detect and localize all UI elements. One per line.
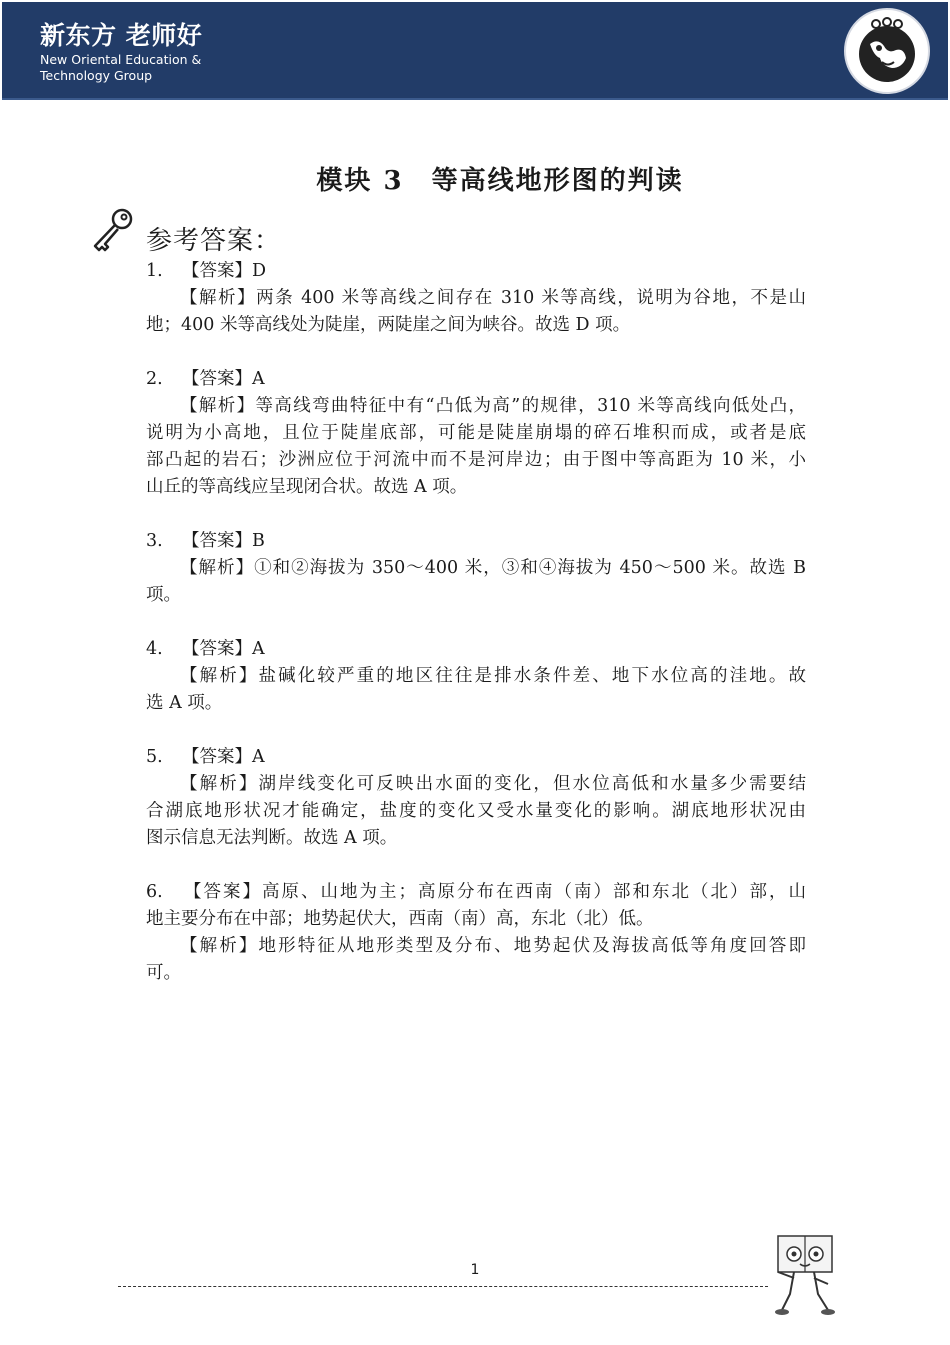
answer-value: B	[252, 531, 265, 551]
analysis-text: 说明为小高地，且位于陡崖底部，可能是陡崖崩塌的碎石堆积而成，或者是底	[146, 423, 806, 443]
answer-item-4	[146, 636, 806, 717]
answer-tag: 【答案】	[182, 882, 262, 902]
brand-logo-icon	[844, 8, 930, 94]
analysis-text: ①和②海拔为 350～400 米，③和④海拔为 450～500 米。故选 B	[254, 558, 807, 578]
answer-tag: 【答案】	[182, 369, 252, 389]
answer-tag: 【答案】	[182, 747, 252, 767]
item-number: 5.	[146, 747, 163, 767]
analysis-text: 地；400 米等高线处为陡崖，两陡崖之间为峡谷。故选 D 项。	[146, 315, 631, 335]
analysis-text: 湖岸线变化可反映出水面的变化，但水位高低和水量多少需要结	[258, 774, 807, 794]
item-number: 3.	[146, 531, 163, 551]
analysis-text: 两条 400 米等高线之间存在 310 米等高线，说明为谷地，不是山	[256, 288, 806, 308]
item-number: 2.	[146, 369, 163, 389]
item-number: 6.	[146, 882, 163, 902]
answer-value: D	[252, 261, 267, 281]
analysis-text: 部凸起的岩石；沙洲应位于河流中而不是河岸边；由于图中等高距为 10 米，小	[146, 450, 806, 470]
analysis-text: 地形特征从地形类型及分布、地势起伏及海拔高低等角度回答即	[258, 936, 807, 956]
analysis-tag: 【解析】	[180, 666, 259, 686]
answer-value: 地主要分布在中部；地势起伏大，西南（南）高，东北（北）低。	[146, 909, 654, 929]
answer-item-6	[146, 879, 806, 987]
analysis-text: 项。	[146, 585, 181, 605]
footer-divider	[118, 1286, 768, 1287]
answer-tag: 【答案】	[182, 639, 252, 659]
analysis-tag: 【解析】	[180, 558, 255, 578]
item-number: 4.	[146, 639, 163, 659]
answer-value: A	[252, 747, 265, 767]
answer-item-3	[146, 528, 806, 609]
answer-tag: 【答案】	[182, 261, 252, 281]
analysis-text: 山丘的等高线应呈现闭合状。故选 A 项。	[146, 477, 468, 497]
answer-value: A	[252, 369, 265, 389]
analysis-text: 图示信息无法判断。故选 A 项。	[146, 828, 398, 848]
page-header	[2, 2, 948, 100]
analysis-text: 等高线弯曲特征中有“凸低为高”的规律，310 米等高线向低处凸，	[255, 396, 807, 416]
brand-en-line2: Technology Group	[40, 68, 153, 83]
answer-item-2	[146, 366, 806, 501]
item-number: 1.	[146, 261, 163, 281]
answer-value: 高原、山地为主；高原分布在西南（南）部和东北（北）部，山	[262, 882, 806, 902]
brand-name-cn: 新东方 老师好	[40, 21, 203, 50]
analysis-tag: 【解析】	[180, 774, 259, 794]
brand-name-en	[40, 52, 240, 84]
page-number: 1	[470, 1262, 480, 1278]
analysis-text: 合湖底地形状况才能确定，盐度的变化又受水量变化的影响。湖底地形状况由	[146, 801, 806, 821]
answer-value: A	[252, 639, 265, 659]
answer-tag: 【答案】	[182, 531, 252, 551]
brand-en-line1: New Oriental Education &	[40, 52, 202, 67]
key-icon	[90, 206, 136, 260]
analysis-tag: 【解析】	[180, 396, 256, 416]
page-title: 模块 3 等高线地形图的判读	[316, 166, 684, 196]
answer-item-5	[146, 744, 806, 852]
answer-item-1	[146, 258, 806, 339]
answers-list	[146, 258, 806, 1014]
analysis-tag: 【解析】	[180, 936, 259, 956]
answers-heading: 参考答案：	[146, 226, 282, 256]
analysis-text: 选 A 项。	[146, 693, 223, 713]
mascot-icon	[770, 1232, 840, 1322]
analysis-tag: 【解析】	[180, 288, 257, 308]
analysis-text: 盐碱化较严重的地区往往是排水条件差、地下水位高的洼地。故	[258, 666, 807, 686]
analysis-text: 可。	[146, 963, 181, 983]
